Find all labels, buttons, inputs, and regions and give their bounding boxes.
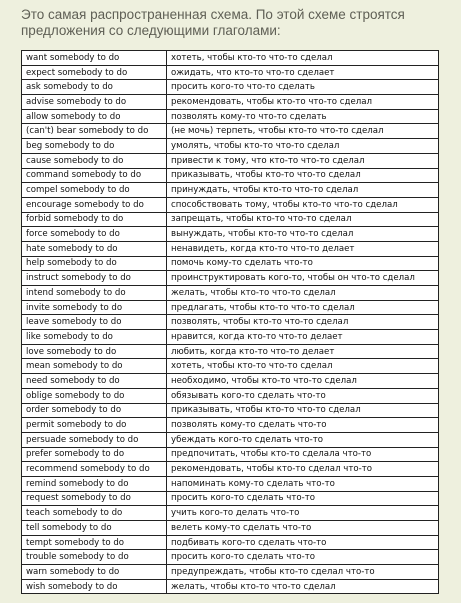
table-row	[22, 153, 439, 168]
verb-pattern-cell: instruct somebody to do	[22, 271, 167, 286]
table-row	[22, 315, 439, 330]
table-row	[22, 462, 439, 477]
verb-table-body	[22, 51, 439, 594]
translation-cell: предупреждать, чтобы кто-то сделал что-то	[167, 565, 439, 580]
verb-pattern-cell: want somebody to do	[22, 51, 167, 66]
translation-cell: просить кого-то сделать что-то	[167, 550, 439, 565]
translation-cell: любить, когда кто-то что-то делает	[167, 344, 439, 359]
verb-pattern-cell: persuade somebody to do	[22, 432, 167, 447]
translation-cell: необходимо, чтобы кто-то что-то сделал	[167, 374, 439, 389]
verb-pattern-cell: permit somebody to do	[22, 418, 167, 433]
translation-cell: умолять, чтобы кто-то что-то сделал	[167, 139, 439, 154]
verb-pattern-cell: forbid somebody to do	[22, 212, 167, 227]
translation-cell: убеждать кого-то сделать что-то	[167, 432, 439, 447]
table-row	[22, 432, 439, 447]
table-row	[22, 227, 439, 242]
translation-cell: велеть кому-то сделать что-то	[167, 521, 439, 536]
table-row	[22, 565, 439, 580]
translation-cell: предлагать, чтобы кто-то что-то сделал	[167, 300, 439, 315]
translation-cell: привести к тому, что кто-то что-то сделал	[167, 153, 439, 168]
translation-cell: позволять, чтобы кто-то что-то сделал	[167, 315, 439, 330]
verb-pattern-cell: invite somebody to do	[22, 300, 167, 315]
translation-cell: просить кого-то что-то сделать	[167, 80, 439, 95]
translation-cell: хотеть, чтобы кто-то что-то сделал	[167, 359, 439, 374]
table-row	[22, 256, 439, 271]
verb-pattern-cell: recommend somebody to do	[22, 462, 167, 477]
verb-table	[21, 50, 439, 594]
table-row	[22, 109, 439, 124]
table-row	[22, 388, 439, 403]
translation-cell: хотеть, чтобы кто-то что-то сделал	[167, 51, 439, 66]
verb-pattern-cell: allow somebody to do	[22, 109, 167, 124]
translation-cell: предпочитать, чтобы кто-то сделала что-то	[167, 447, 439, 462]
verb-pattern-cell: remind somebody to do	[22, 476, 167, 491]
verb-pattern-cell: mean somebody to do	[22, 359, 167, 374]
table-row	[22, 330, 439, 345]
verb-pattern-cell: help somebody to do	[22, 256, 167, 271]
verb-pattern-cell: warn somebody to do	[22, 565, 167, 580]
table-row	[22, 447, 439, 462]
verb-pattern-cell: encourage somebody to do	[22, 197, 167, 212]
translation-cell: ожидать, что кто-то что-то сделает	[167, 65, 439, 80]
table-row	[22, 550, 439, 565]
verb-pattern-cell: force somebody to do	[22, 227, 167, 242]
translation-cell: (не мочь) терпеть, чтобы кто-то что-то сделал	[167, 124, 439, 139]
verb-pattern-cell: like somebody to do	[22, 330, 167, 345]
translation-cell: рекомендовать, чтобы кто-то что-то сделал	[167, 95, 439, 110]
translation-cell: помочь кому-то сделать что-то	[167, 256, 439, 271]
verb-pattern-cell: intend somebody to do	[22, 286, 167, 301]
verb-pattern-cell: tempt somebody to do	[22, 535, 167, 550]
intro-text: Это самая распространенная схема. По этой схеме строятся предложения со следующими глаголами:	[21, 7, 405, 38]
verb-pattern-cell: prefer somebody to do	[22, 447, 167, 462]
translation-cell: обязывать кого-то сделать что-то	[167, 388, 439, 403]
table-row	[22, 271, 439, 286]
verb-pattern-cell: wish somebody to do	[22, 579, 167, 594]
verb-pattern-cell: teach somebody to do	[22, 506, 167, 521]
verb-pattern-cell: compel somebody to do	[22, 183, 167, 198]
translation-cell: способствовать тому, чтобы кто-то что-то сделал	[167, 197, 439, 212]
verb-pattern-cell: order somebody to do	[22, 403, 167, 418]
table-row	[22, 403, 439, 418]
table-row	[22, 344, 439, 359]
table-row	[22, 286, 439, 301]
translation-cell: приказывать, чтобы кто-то что-то сделал	[167, 168, 439, 183]
table-row	[22, 139, 439, 154]
table-row	[22, 212, 439, 227]
verb-pattern-cell: love somebody to do	[22, 344, 167, 359]
translation-cell: желать, чтобы кто-то что-то сделал	[167, 286, 439, 301]
verb-pattern-cell: request somebody to do	[22, 491, 167, 506]
translation-cell: рекомендовать, чтобы кто-то сделал что-то	[167, 462, 439, 477]
table-row	[22, 65, 439, 80]
table-row	[22, 95, 439, 110]
translation-cell: приказывать, чтобы кто-то что-то сделал	[167, 403, 439, 418]
translation-cell: нравится, когда кто-то что-то делает	[167, 330, 439, 345]
table-row	[22, 535, 439, 550]
table-row	[22, 51, 439, 66]
translation-cell: учить кого-то делать что-то	[167, 506, 439, 521]
verb-table-container	[21, 50, 439, 593]
verb-pattern-cell: need somebody to do	[22, 374, 167, 389]
verb-pattern-cell: beg somebody to do	[22, 139, 167, 154]
table-row	[22, 418, 439, 433]
verb-pattern-cell: expect somebody to do	[22, 65, 167, 80]
translation-cell: ненавидеть, когда кто-то что-то делает	[167, 241, 439, 256]
translation-cell: проинструктировать кого-то, чтобы он что-то сделал	[167, 271, 439, 286]
table-row	[22, 521, 439, 536]
translation-cell: подбивать кого-то сделать что-то	[167, 535, 439, 550]
translation-cell: желать, чтобы кто-то что-то сделал	[167, 579, 439, 594]
table-row	[22, 300, 439, 315]
verb-pattern-cell: (can't) bear somebody to do	[22, 124, 167, 139]
verb-pattern-cell: oblige somebody to do	[22, 388, 167, 403]
table-row	[22, 197, 439, 212]
translation-cell: просить кого-то сделать что-то	[167, 491, 439, 506]
table-row	[22, 579, 439, 594]
table-row	[22, 168, 439, 183]
verb-pattern-cell: hate somebody to do	[22, 241, 167, 256]
table-row	[22, 476, 439, 491]
translation-cell: принуждать, чтобы кто-то что-то сделал	[167, 183, 439, 198]
verb-pattern-cell: command somebody to do	[22, 168, 167, 183]
translation-cell: запрещать, чтобы кто-то что-то сделал	[167, 212, 439, 227]
table-row	[22, 124, 439, 139]
verb-pattern-cell: advise somebody to do	[22, 95, 167, 110]
translation-cell: позволять кому-то сделать что-то	[167, 418, 439, 433]
translation-cell: вынуждать, чтобы кто-то что-то сделал	[167, 227, 439, 242]
table-row	[22, 506, 439, 521]
verb-pattern-cell: leave somebody to do	[22, 315, 167, 330]
table-row	[22, 491, 439, 506]
table-row	[22, 183, 439, 198]
verb-pattern-cell: trouble somebody to do	[22, 550, 167, 565]
table-row	[22, 374, 439, 389]
translation-cell: позволять кому-то что-то сделать	[167, 109, 439, 124]
table-row	[22, 80, 439, 95]
table-row	[22, 241, 439, 256]
verb-pattern-cell: tell somebody to do	[22, 521, 167, 536]
table-row	[22, 359, 439, 374]
translation-cell: напоминать кому-то сделать что-то	[167, 476, 439, 491]
verb-pattern-cell: cause somebody to do	[22, 153, 167, 168]
verb-pattern-cell: ask somebody to do	[22, 80, 167, 95]
